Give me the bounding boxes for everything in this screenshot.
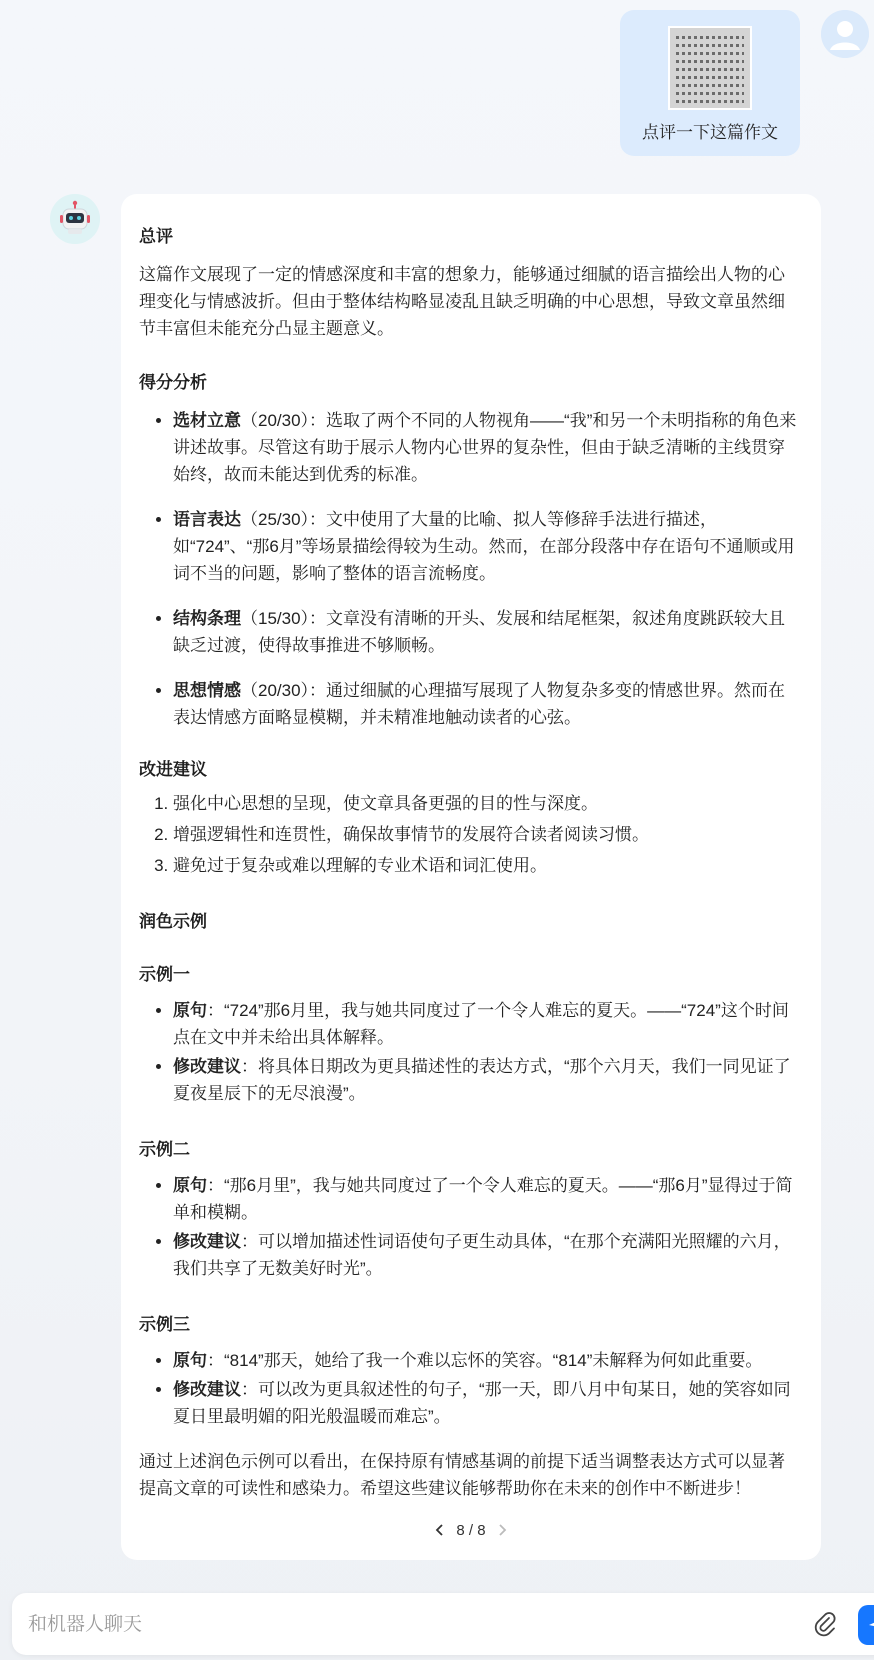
example-title: 示例三	[139, 1315, 190, 1334]
summary-text: 这篇作文展现了一定的情感深度和丰富的想象力，能够通过细腻的语言描绘出人物的心理变化与情感波折。但由于整体结构略显凌乱且缺乏明确的中心思想，导致文章虽然细节丰富但未能充分凸显主题意义。	[139, 265, 785, 338]
score-item: • 选材立意（20/30）：选取了两个不同的人物视角——“我”和另一个未明指称的角色来讲述故事。尽管这有助于展示人物内心世界的复杂性，但由于缺乏清晰的主线贯穿始终，故而未能达到优秀的标准。	[173, 407, 799, 488]
score-item: • 思想情感（20/30）：通过细腻的心理描写展现了人物复杂多变的情感世界。然而在表达情感方面略显模糊，并未精准地触动读者的心弦。	[173, 677, 799, 731]
chevron-right-icon[interactable]	[490, 1520, 514, 1540]
chat-input[interactable]	[26, 1607, 790, 1643]
improve-item: 1. 强化中心思想的呈现，使文章具备更强的目的性与深度。	[173, 788, 799, 819]
improve-list	[139, 788, 799, 881]
page-indicator: 8 / 8	[456, 1521, 486, 1539]
closing-text: 通过上述润色示例可以看出，在保持原有情感基调的前提下适当调整表达方式可以显著提高文章的可读性和感染力。希望这些建议能够帮助你在未来的创作中不断进步！	[139, 1452, 785, 1498]
example-suggestion: • 修改建议：可以增加描述性词语使句子更生动具体，“在那个充满阳光照耀的六月，我们共享了无数美好时光”。	[173, 1228, 799, 1282]
score-list	[139, 407, 799, 731]
improve-item: 3. 避免过于复杂或难以理解的专业术语和词汇使用。	[173, 850, 799, 881]
score-heading: 得分分析	[139, 373, 207, 392]
example-original: • 原句：“814”那天，她给了我一个难以忘怀的笑容。“814”未解释为何如此重要。	[173, 1347, 799, 1374]
response-pager	[121, 1520, 821, 1540]
polish-heading: 润色示例	[139, 912, 207, 931]
chat-input-bar	[12, 1593, 874, 1655]
score-item: • 结构条理（15/30）：文章没有清晰的开头、发展和结尾框架，叙述角度跳跃较大且缺乏过渡，使得故事推进不够顺畅。	[173, 605, 799, 659]
summary-heading: 总评	[139, 227, 173, 246]
user-message-text: 点评一下这篇作文	[642, 123, 778, 142]
bot-response-card	[121, 194, 821, 1560]
essay-thumbnail-image[interactable]	[668, 26, 752, 110]
example-original: • 原句：“那6月里”，我与她共同度过了一个令人难忘的夏天。——“那6月”显得过于简单和模糊。	[173, 1172, 799, 1226]
user-avatar-icon	[821, 10, 869, 58]
user-message-bubble	[620, 10, 800, 156]
example-title: 示例二	[139, 1140, 190, 1159]
example-list	[139, 1347, 799, 1430]
example-title: 示例一	[139, 965, 190, 984]
chevron-left-icon[interactable]	[428, 1520, 452, 1540]
improve-item: 2. 增强逻辑性和连贯性，确保故事情节的发展符合读者阅读习惯。	[173, 819, 799, 850]
paperclip-icon[interactable]	[812, 1610, 838, 1638]
example-original: • 原句：“724”那6月里，我与她共同度过了一个令人难忘的夏天。——“724”这个时间点在文中并未给出具体解释。	[173, 997, 799, 1051]
score-item: • 语言表达（25/30）：文中使用了大量的比喻、拟人等修辞手法进行描述，如“724”、“那6月”等场景描绘得较为生动。然而，在部分段落中存在语句不通顺或用词不当的问题，影响了整体的语言流畅度。	[173, 506, 799, 587]
example-list	[139, 997, 799, 1107]
robot-icon	[50, 194, 100, 244]
example-suggestion: • 修改建议：可以改为更具叙述性的句子，“那一天，即八月中旬某日，她的笑容如同夏日里最明媚的阳光般温暖而难忘”。	[173, 1376, 799, 1430]
example-list	[139, 1172, 799, 1282]
send-button[interactable]	[858, 1605, 874, 1645]
improve-heading: 改进建议	[139, 760, 207, 779]
example-suggestion: • 修改建议：将具体日期改为更具描述性的表达方式，“那个六月天，我们一同见证了夏夜星辰下的无尽浪漫”。	[173, 1053, 799, 1107]
